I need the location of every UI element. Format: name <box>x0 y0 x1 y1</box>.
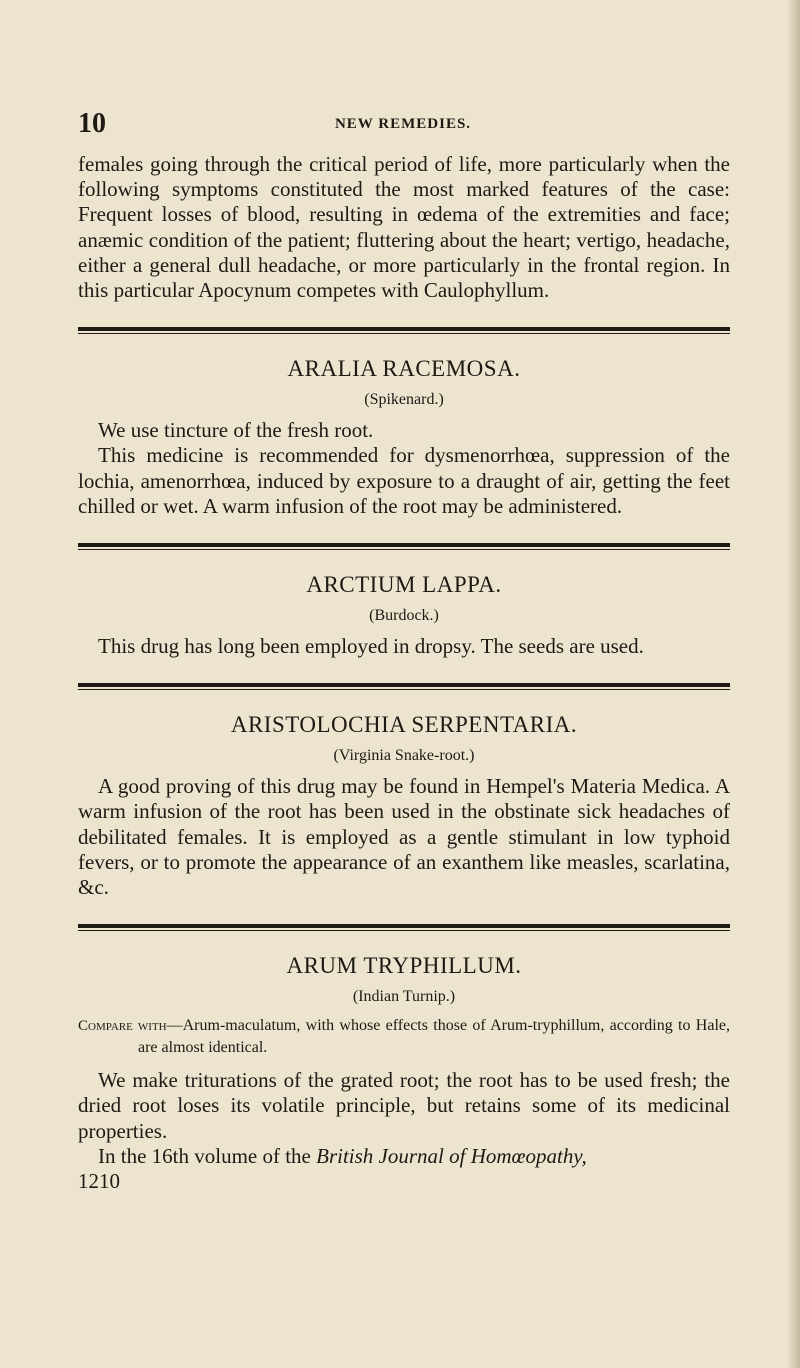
intro-paragraph: females going through the critical period of life, more particularly when the following symptoms constituted the most marked features of the case: Frequent losses of blood, resulting in œdema of the extremities and face; anæmic condition of the patient; fluttering about the heart; vertigo, headache, either a general dull headache, or more particularly in the frontal region. In this particular Apocynum competes with Caulophyllum. <box>78 152 730 303</box>
page-body <box>78 152 730 1194</box>
section-title-arctium: ARCTIUM LAPPA. <box>306 572 502 598</box>
section-title-arum: ARUM TRYPHILLUM. <box>286 953 522 979</box>
final-line-end: 1210 <box>78 1169 120 1194</box>
compare-text: —Arum-maculatum, with whose effects those of Arum-tryphillum, according to Hale, are almost identical. <box>138 1017 730 1057</box>
journal-title: British Journal of Homœopathy, <box>316 1143 587 1168</box>
arum-final-line <box>78 1144 730 1194</box>
aristolochia-paragraph-1: A good proving of this drug may be found in Hempel's Materia Medica. A warm infusion of the root has been used in the obstinate sick headaches of debilitated females. It is employed as a gentle stimulant in low typhoid fevers, or to promote the appearance of an exanthem like measles, scarlatina, &c. <box>78 774 730 900</box>
running-title: NEW REMEDIES. <box>334 116 472 132</box>
page-number: 10 <box>78 108 106 139</box>
page-edge-shadow <box>786 0 800 1368</box>
arctium-paragraph-1: This drug has long been employed in dropsy. The seeds are used. <box>98 634 644 659</box>
section-divider <box>78 327 730 334</box>
section-divider <box>78 683 730 690</box>
section-title-aralia: ARALIA RACEMOSA. <box>287 356 521 382</box>
final-line-start: In the 16th volume of the <box>98 1143 311 1168</box>
common-name-arum: (Indian Turnip.) <box>352 988 456 1006</box>
section-divider <box>78 924 730 931</box>
arum-paragraph-1: We make triturations of the grated root; the root has to be used fresh; the dried root loses its volatile principle, but retains some of its medicinal properties. <box>78 1068 730 1143</box>
aralia-paragraph-1: We use tincture of the fresh root. <box>98 418 374 443</box>
compare-note <box>78 1015 730 1058</box>
common-name-aralia: (Spikenard.) <box>364 391 444 409</box>
common-name-aristolochia: (Virginia Snake-root.) <box>333 747 475 765</box>
compare-label: Compare with <box>78 1018 167 1035</box>
aralia-paragraph-2: This medicine is recommended for dysmenorrhœa, suppression of the lochia, amenorrhœa, induced by exposure to a draught of air, getting the feet chilled or wet. A warm infusion of the root may be administered. <box>78 443 730 518</box>
common-name-arctium: (Burdock.) <box>369 607 439 625</box>
section-title-aristolochia: ARISTOLOCHIA SERPENTARIA. <box>230 712 578 738</box>
section-divider <box>78 543 730 550</box>
page-header <box>78 108 728 138</box>
